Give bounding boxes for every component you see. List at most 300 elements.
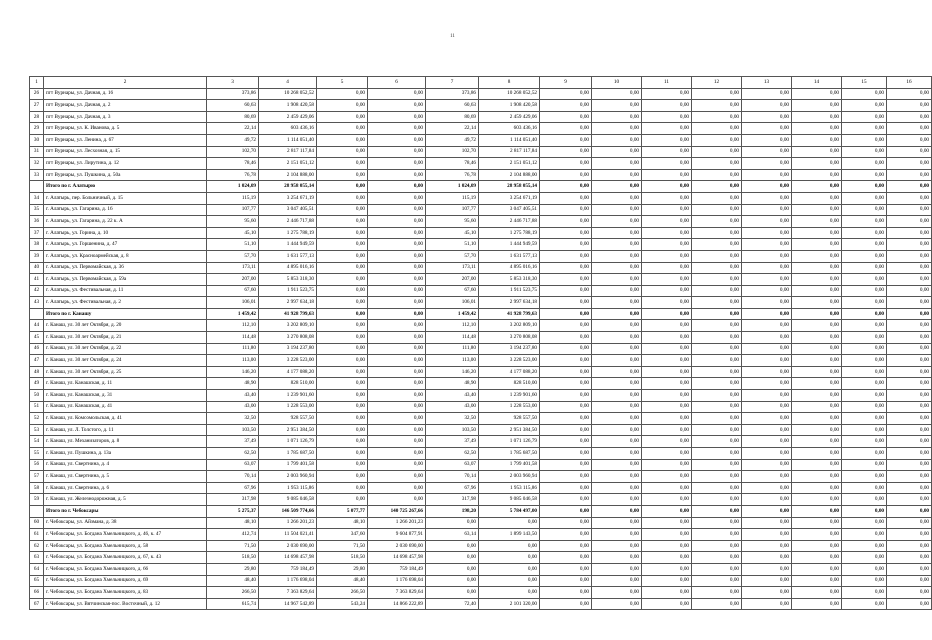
table-cell: 0,00 [887,563,932,575]
table-cell: 70,14 [207,471,259,483]
table-cell: 0,00 [642,134,692,146]
table-cell: 759 184,49 [259,563,317,575]
table-cell: 0,00 [540,146,592,158]
table-cell: 0,00 [692,158,742,170]
table-cell: 0,00 [842,401,887,413]
table-cell: 53 [30,424,44,436]
table-cell: 78,46 [426,158,479,170]
table-cell: 0,00 [792,505,842,517]
table-cell: 0,00 [642,169,692,181]
table-cell: 0,00 [842,88,887,100]
table-cell: 0,00 [842,413,887,425]
table-cell: 0,00 [842,575,887,587]
table-cell: 0,00 [742,123,792,135]
table-row [30,378,932,390]
table-cell: 2 997 634,18 [479,297,540,309]
table-cell: 4 895 016,16 [259,262,317,274]
table-cell: 0,00 [842,297,887,309]
table-cell: 48,40 [317,575,368,587]
table-cell: 2 459 429,06 [259,111,317,123]
table-cell: 0,00 [742,413,792,425]
table-row [30,587,932,599]
table-cell: 0,00 [317,204,368,216]
table-cell: 0,00 [887,204,932,216]
table-cell: г. Канаш, ул. Свертнина, д. 5 [44,471,207,483]
table-cell: 27 [30,100,44,112]
table-row [30,552,932,564]
table-cell: 113,00 [426,355,479,367]
table-cell: 0,00 [692,285,742,297]
table-cell: 0,00 [642,390,692,402]
table-cell: 1 266 201,23 [259,517,317,529]
table-cell: 43,00 [207,401,259,413]
table-cell: 1 799 401,58 [479,459,540,471]
table-cell: 0,00 [592,598,642,610]
subtotal-row [30,505,932,517]
table-cell: 0,00 [642,366,692,378]
table-cell: 0,00 [540,274,592,286]
table-cell: 1 176 698,04 [368,575,426,587]
table-cell: 266,50 [317,587,368,599]
table-cell: 0,00 [842,355,887,367]
table-cell: 112,10 [426,320,479,332]
table-cell: 67,96 [207,482,259,494]
table-cell: 0,00 [642,297,692,309]
table-cell: 1 024,09 [207,181,259,193]
table-row [30,494,932,506]
table-cell: 0,00 [368,204,426,216]
table-cell: г. Канаш, ул. Комсомольская, д. 41 [44,413,207,425]
table-cell: 0,00 [742,192,792,204]
table-cell: 14 698 457,98 [368,552,426,564]
table-cell: 0,00 [317,250,368,262]
table-cell: 0,00 [792,436,842,448]
column-number: 10 [592,77,642,89]
table-cell: пгт Вурнары, ул. Дачная, д. 3 [44,111,207,123]
table-cell: 0,00 [887,598,932,610]
table-cell: 0,00 [742,343,792,355]
table-cell: 1 114 051,40 [259,134,317,146]
table-cell: 106,01 [426,297,479,309]
table-cell: 0,00 [692,343,742,355]
table-cell: 0,00 [317,320,368,332]
table-cell: 0,00 [887,274,932,286]
table-cell: 0,00 [642,100,692,112]
table-cell: 0,00 [540,529,592,541]
table-cell: 0,00 [540,134,592,146]
table-cell: 0,00 [887,401,932,413]
table-cell: 41 928 799,63 [259,308,317,320]
table-cell: 0,00 [842,529,887,541]
table-cell: 48,90 [207,378,259,390]
table-cell: 0,00 [692,262,742,274]
table-cell: 0,00 [842,158,887,170]
table-cell: г. Чебоксары, ул. Богдана Хмельницкого, д. 66 [44,563,207,575]
table-cell: 0,00 [540,355,592,367]
table-cell: 0,00 [887,355,932,367]
table-cell: 828 510,00 [259,378,317,390]
table-cell: 0,00 [792,181,842,193]
table-cell: 0,00 [426,563,479,575]
table-cell: 0,00 [792,343,842,355]
table-cell: 0,00 [368,181,426,193]
table-cell: пгт Вурнары, ул. Ленина, д. 67 [44,134,207,146]
table-cell: 43 [30,297,44,309]
table-cell: 115,19 [207,192,259,204]
table-cell: 0,00 [642,459,692,471]
table-cell: 0,00 [592,239,642,251]
table-cell: 0,00 [742,575,792,587]
table-cell: 0,00 [317,88,368,100]
table-cell: 29,80 [317,563,368,575]
table-cell: 60 [30,517,44,529]
table-cell: 0,00 [887,111,932,123]
table-cell: 0,00 [742,401,792,413]
table-cell: 0,00 [317,459,368,471]
table-cell: 0,00 [540,297,592,309]
column-number: 6 [368,77,426,89]
table-cell: 0,00 [692,529,742,541]
table-cell: 0,00 [887,100,932,112]
table-cell: 0,00 [592,158,642,170]
table-cell: 42 [30,285,44,297]
table-cell: 0,00 [592,320,642,332]
table-cell: г. Канаш, ул. 30 лет Октября, д. 22 [44,343,207,355]
table-row [30,471,932,483]
table-cell: 0,00 [692,250,742,262]
table-cell: 3 254 671,19 [259,192,317,204]
table-cell: 0,00 [592,482,642,494]
table-cell: 45 [30,332,44,344]
table-cell: 0,00 [592,250,642,262]
table-cell: 0,00 [592,274,642,286]
table-cell: 0,00 [792,250,842,262]
table-cell: 0,00 [540,88,592,100]
table-cell: 1 631 577,13 [259,250,317,262]
table-cell: 0,00 [692,552,742,564]
table-cell: 0,00 [842,134,887,146]
table-cell: 1 953 115,86 [479,482,540,494]
table-cell: 412,74 [207,529,259,541]
table-cell: 0,00 [642,320,692,332]
table-cell: 64 [30,563,44,575]
table-cell: 1 908 420,58 [259,100,317,112]
table-cell: 603 436,16 [479,123,540,135]
table-cell: г. Алатырь, ул. Гагарина, д. 16 [44,204,207,216]
table-cell: 0,00 [368,343,426,355]
table-row [30,250,932,262]
table-cell: 0,00 [317,262,368,274]
table-cell: 0,00 [540,239,592,251]
table-cell: 33 [30,169,44,181]
table-cell: 0,00 [792,274,842,286]
table-cell: 0,00 [426,540,479,552]
table-cell: 0,00 [887,505,932,517]
table-cell: 0,00 [592,563,642,575]
table-cell: 50 [30,390,44,402]
table-row [30,146,932,158]
table-cell: 0,00 [317,239,368,251]
table-cell: 3 047 405,51 [479,204,540,216]
table-cell: г. Канаш, ул. Свертнина, д. 6 [44,482,207,494]
table-cell: 140 725 267,66 [368,505,426,517]
table-cell: 3 270 808,08 [259,332,317,344]
table-cell: 103,50 [207,424,259,436]
column-number: 2 [44,77,207,89]
table-cell: 0,00 [692,239,742,251]
table-cell: 0,00 [887,285,932,297]
table-cell: г. Канаш, ул. Пушкина, д. 13а [44,448,207,460]
table-cell: г. Чебоксары, ул. Вятчинская-пос. Восточный, д. 12 [44,598,207,610]
table-cell: 0,00 [842,332,887,344]
table-cell: 207,00 [426,274,479,286]
table-cell: 0,00 [540,482,592,494]
table-cell: 0,00 [368,366,426,378]
table-cell: 0,00 [368,320,426,332]
table-cell: 2 151 051,12 [479,158,540,170]
table-cell: 0,00 [317,343,368,355]
table-cell: 0,00 [742,320,792,332]
table-cell: 0,00 [742,111,792,123]
table-cell: 0,00 [792,192,842,204]
table-cell: 0,00 [642,598,692,610]
table-cell: 0,00 [842,169,887,181]
table-cell: 0,00 [887,413,932,425]
table-cell: 928 557,50 [479,413,540,425]
table-cell: г. Чебоксары, ул. Богдана Хмельницкого, д. 58 [44,540,207,552]
table-cell: 0,00 [642,262,692,274]
table-cell: 0,00 [792,517,842,529]
table-cell: Итого по г. Канашу [44,308,207,320]
table-cell: 0,00 [887,587,932,599]
table-cell: 0,00 [842,100,887,112]
table-cell: 0,00 [692,390,742,402]
table-cell: 35 [30,204,44,216]
table-cell: 2 151 051,12 [259,158,317,170]
table-cell: 0,00 [317,123,368,135]
table-cell: 0,00 [642,413,692,425]
table-row [30,517,932,529]
table-cell: 0,00 [592,297,642,309]
table-cell: 0,00 [842,262,887,274]
table-cell: 2 446 717,88 [259,216,317,228]
table-cell: 9 604 877,91 [368,529,426,541]
table-cell: 0,00 [842,505,887,517]
table-cell: 0,00 [842,540,887,552]
table-cell: 0,00 [792,563,842,575]
table-cell: 0,00 [692,448,742,460]
table-cell: 38 [30,239,44,251]
table-cell: 0,00 [592,169,642,181]
table-cell: 0,00 [742,505,792,517]
table-row [30,366,932,378]
table-cell: 0,00 [742,146,792,158]
table-cell: 0,00 [368,308,426,320]
table-cell: 0,00 [317,494,368,506]
table-cell: 0,00 [540,227,592,239]
table-cell: 0,00 [540,424,592,436]
table-cell: 0,00 [792,575,842,587]
table-cell: 0,00 [540,285,592,297]
table-row [30,204,932,216]
table-cell: 207,00 [207,274,259,286]
table-cell: 0,00 [642,88,692,100]
table-cell: 0,00 [792,216,842,228]
table-cell: 57,70 [207,250,259,262]
table-cell: 518,50 [207,552,259,564]
column-number: 9 [540,77,592,89]
table-cell: 0,00 [742,297,792,309]
table-cell: 0,00 [540,192,592,204]
table-cell: 2 446 717,88 [479,216,540,228]
table-cell: 0,00 [368,134,426,146]
table-cell: 49,72 [207,134,259,146]
table-cell: 0,00 [692,169,742,181]
table-cell: 0,00 [842,285,887,297]
subtotal-row [30,181,932,193]
table-cell: 0,00 [842,320,887,332]
table-cell: 0,00 [642,401,692,413]
table-cell: г. Чебоксары, ул. Айзмана, д. 38 [44,517,207,529]
table-cell: 0,00 [692,216,742,228]
table-cell: 0,00 [642,575,692,587]
table-row [30,274,932,286]
table-row [30,169,932,181]
table-cell: 0,00 [317,297,368,309]
table-cell: 60,63 [207,100,259,112]
table-cell: Итого по г. Алатырю [44,181,207,193]
table-cell: г. Чебоксары, ул. Богдана Хмельницкого, д. 46, к. 47 [44,529,207,541]
table-cell: 0,00 [742,134,792,146]
table-cell: г. Алатырь, ул. Горина, д. 10 [44,227,207,239]
table-cell: 0,00 [742,158,792,170]
table-cell: 0,00 [642,250,692,262]
table-cell: 0,00 [592,285,642,297]
table-cell: 0,00 [368,262,426,274]
table-cell: 30 [30,134,44,146]
table-cell: 0,00 [887,540,932,552]
table-cell: 0,00 [692,424,742,436]
table-row [30,192,932,204]
table-cell: 9 085 046,58 [259,494,317,506]
table-cell: г. Алатырь, ул. Красноармейская, д. 8 [44,250,207,262]
table-cell: 0,00 [479,563,540,575]
table-cell: 0,00 [540,575,592,587]
table-cell: 0,00 [887,297,932,309]
table-cell: 0,00 [792,158,842,170]
table-cell: 67,60 [207,285,259,297]
table-cell: 3 202 809,10 [479,320,540,332]
table-cell: 0,00 [317,413,368,425]
table-row [30,239,932,251]
table-cell: 56 [30,459,44,471]
page-number: 11 [450,34,455,39]
table-cell: 0,00 [887,239,932,251]
table-cell: 43,40 [426,390,479,402]
table-cell: 0,00 [368,413,426,425]
table-cell: пгт Вурнары, ул. Пушкина, д. 50а [44,169,207,181]
table-cell: 0,00 [742,494,792,506]
table-cell: г. Канаш, ул. Механизаторов, д. 8 [44,436,207,448]
table-cell: 0,00 [592,424,642,436]
table-cell: 0,00 [540,366,592,378]
table-cell: 0,00 [887,517,932,529]
table-cell: 0,00 [792,494,842,506]
table-cell: 828 510,00 [479,378,540,390]
table-row [30,575,932,587]
table-cell: 0,00 [642,308,692,320]
table-row [30,285,932,297]
table-cell: 0,00 [792,424,842,436]
table-cell: 1 444 949,59 [259,239,317,251]
table-cell: 41 [30,274,44,286]
table-cell: 28 958 055,14 [479,181,540,193]
table-cell: 173,11 [426,262,479,274]
table-row [30,262,932,274]
table-cell: 0,00 [887,390,932,402]
table-cell: 0,00 [792,134,842,146]
table-cell: 0,00 [642,587,692,599]
table-cell: 0,00 [742,587,792,599]
table-cell: 0,00 [642,436,692,448]
table-cell: 0,00 [887,216,932,228]
table-cell: 45,10 [426,227,479,239]
table-cell: 0,00 [642,448,692,460]
table-cell: 0,00 [368,100,426,112]
table-cell: 0,00 [742,204,792,216]
column-number: 7 [426,77,479,89]
table-cell: 0,00 [479,540,540,552]
table-cell: 0,00 [479,575,540,587]
table-cell: 0,00 [317,100,368,112]
table-cell: 0,00 [368,123,426,135]
table-cell: 54 [30,436,44,448]
table-row [30,320,932,332]
table-cell: 0,00 [426,552,479,564]
table-cell: 0,00 [887,123,932,135]
table-cell: 1 275 788,19 [479,227,540,239]
table-cell: 0,00 [887,343,932,355]
table-cell: 0,00 [642,563,692,575]
table-cell: 48,40 [207,575,259,587]
table-cell: 0,00 [642,274,692,286]
table-cell: 63 [30,552,44,564]
table-cell: 0,00 [540,390,592,402]
table-cell: 0,00 [692,111,742,123]
table-cell: 0,00 [742,471,792,483]
table-cell: 0,00 [742,563,792,575]
table-cell: 0,00 [842,424,887,436]
column-number: 8 [479,77,540,89]
table-cell: 62 [30,540,44,552]
table-cell: 0,00 [887,436,932,448]
table-cell: 0,00 [540,332,592,344]
table-cell: 0,00 [692,274,742,286]
table-cell: 0,00 [592,100,642,112]
table-cell: 1 228 553,00 [259,401,317,413]
table-cell: 0,00 [842,123,887,135]
table-cell: 0,00 [792,482,842,494]
table-cell: 107,77 [426,204,479,216]
table-cell: 0,00 [592,540,642,552]
table-cell: 67 [30,598,44,610]
table-cell: 5 853 318,30 [479,274,540,286]
table-row [30,459,932,471]
table-cell: 51,10 [207,239,259,251]
table-cell: 0,00 [592,204,642,216]
table-row [30,355,932,367]
table-cell: 0,00 [742,366,792,378]
